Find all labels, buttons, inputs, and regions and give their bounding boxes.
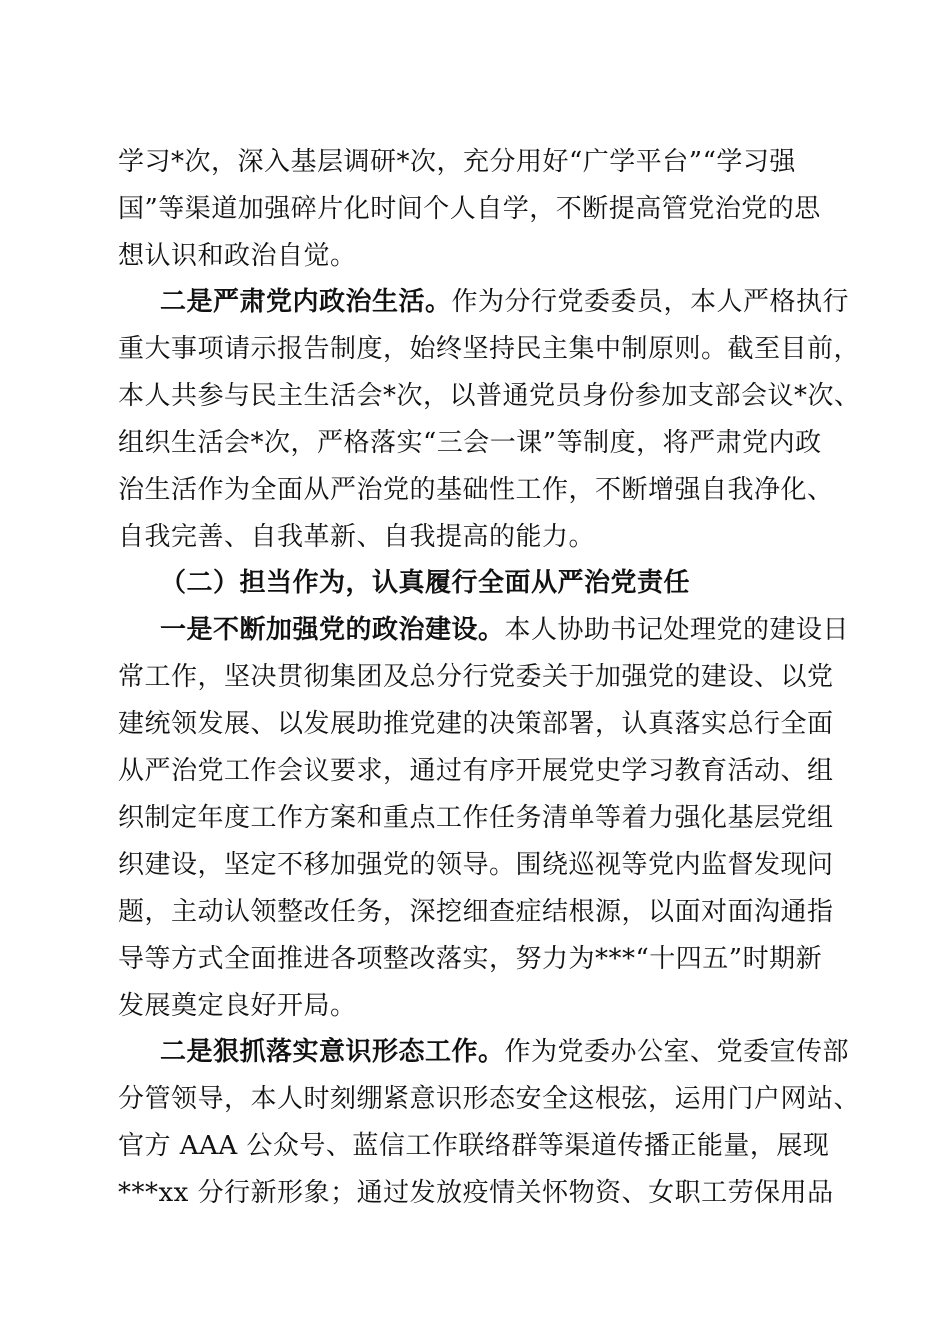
- section-heading: （二）担当作为，认真履行全面从严治党责任: [160, 568, 691, 598]
- paragraph-lead: 二是狠抓落实意识形态工作。: [160, 1037, 505, 1067]
- paragraph-lead: 二是严肃党内政治生活。: [160, 287, 452, 317]
- paragraph-line: [160, 614, 950, 646]
- paragraph-line: 导等方式全面推进各项整改落实，努力为***“十四五”时期新: [118, 944, 823, 974]
- paragraph-text: 作为党委办公室、党委宣传部: [504, 1037, 850, 1067]
- paragraph-line: 从严治党工作会议要求，通过有序开展党史学习教育活动、组: [118, 756, 834, 786]
- paragraph-line: 官方 AAA 公众号、蓝信工作联络群等渠道传播正能量，展现: [118, 1131, 830, 1161]
- paragraph-line: 分管领导，本人时刻绷紧意识形态安全这根弦，运用门户网站、: [118, 1084, 861, 1114]
- paragraph-text: 作为分行党委委员，本人严格执行: [451, 287, 850, 317]
- paragraph-line: [160, 286, 950, 318]
- paragraph-line: 建统领发展、以发展助推党建的决策部署，认真落实总行全面: [118, 709, 834, 739]
- paragraph-line: 学习*次，深入基层调研*次，充分用好“广学平台”“学习强: [118, 147, 796, 177]
- paragraph-line: 组织生活会*次，严格落实“三会一课”等制度，将严肃党内政: [118, 428, 822, 458]
- paragraph-line: 织制定年度工作方案和重点工作任务清单等着力强化基层党组: [118, 803, 834, 833]
- paragraph-line: 本人共参与民主生活会*次，以普通党员身份参加支部会议*次、: [118, 381, 861, 411]
- paragraph-line: 治生活作为全面从严治党的基础性工作，不断增强自我净化、: [118, 475, 834, 505]
- paragraph-line: 织建设，坚定不移加强党的领导。围绕巡视等党内监督发现问: [118, 850, 834, 880]
- paragraph-line: 国”等渠道加强碎片化时间个人自学，不断提高管党治党的思: [118, 194, 821, 224]
- paragraph-line: [160, 1036, 950, 1068]
- paragraph-line: 想认识和政治自觉。: [118, 241, 357, 271]
- paragraph-line: 发展奠定良好开局。: [118, 991, 357, 1021]
- paragraph-text: 本人协助书记处理党的建设日: [504, 615, 850, 645]
- paragraph-line: ***xx 分行新形象；通过发放疫情关怀物资、女职工劳保用品: [118, 1178, 834, 1208]
- paragraph-line: 题，主动认领整改任务，深挖细查症结根源，以面对面沟通指: [118, 897, 834, 927]
- paragraph-line: 自我完善、自我革新、自我提高的能力。: [118, 522, 596, 552]
- paragraph-lead: 一是不断加强党的政治建设。: [160, 615, 505, 645]
- paragraph-line: 重大事项请示报告制度，始终坚持民主集中制原则。截至目前，: [118, 334, 861, 364]
- paragraph-line: 常工作，坚决贯彻集团及总分行党委关于加强党的建设、以党: [118, 662, 834, 692]
